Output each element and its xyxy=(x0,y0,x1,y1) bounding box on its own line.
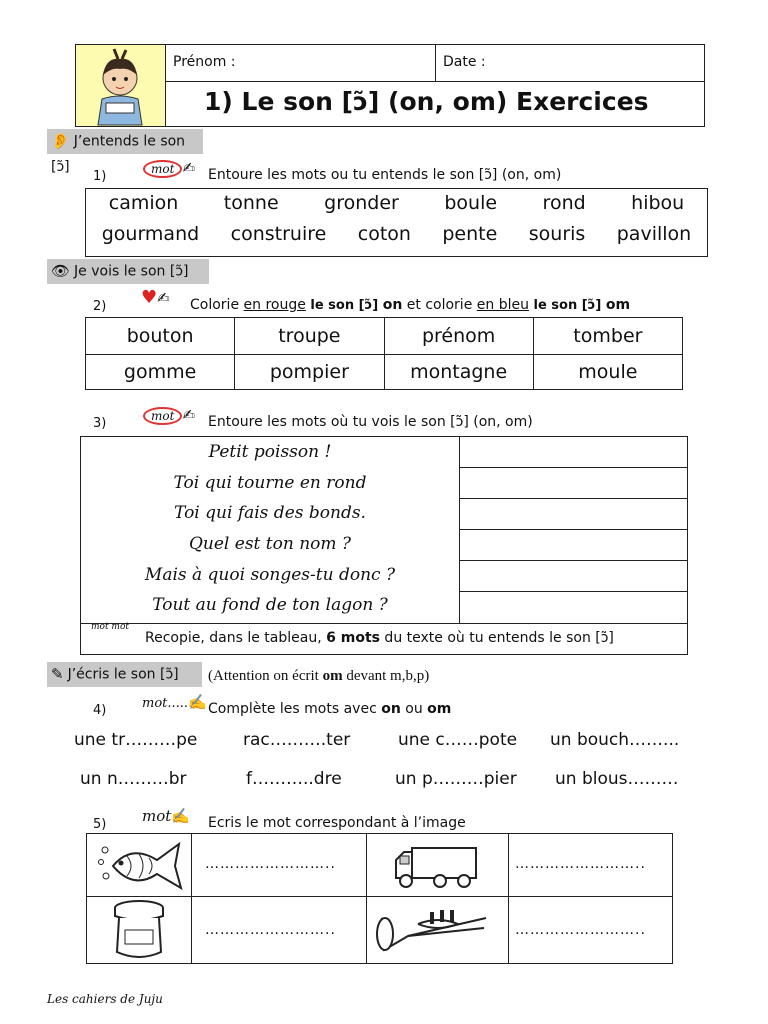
exercise-5-image-table xyxy=(86,833,673,964)
answer-cell[interactable] xyxy=(459,530,687,561)
poem-line: Mais à quoi songes-tu donc ? xyxy=(144,565,396,585)
fill-word[interactable]: rac……….ter xyxy=(243,730,351,750)
mot-dots-icon: mot.....✍ xyxy=(142,693,207,711)
date-label: Date : xyxy=(443,54,486,70)
pencil-icon: ✎ xyxy=(51,665,64,683)
fill-word[interactable]: un n………br xyxy=(80,769,187,789)
exercise-3-instruction: Entoure les mots où tu vois le son [ɔ̃] (on, om) xyxy=(208,414,533,430)
exercise-5-number: 5) xyxy=(93,817,107,832)
color-cell[interactable]: troupe xyxy=(235,318,384,355)
section-entends-title: J’entends le son [ɔ̃] xyxy=(51,133,186,175)
exercise-4-number: 4) xyxy=(93,703,107,718)
exercise-1-number: 1) xyxy=(93,169,107,184)
page-title: 1) Le son [ɔ̃] (on, om) Exercices xyxy=(204,87,649,116)
mot-circle-icon xyxy=(143,405,195,425)
section-ecris-title: J’écris le son [ɔ̃] xyxy=(67,666,179,683)
fish-image xyxy=(91,836,189,894)
poem-box xyxy=(80,436,688,655)
writing-hand-icon: ✍ xyxy=(182,159,196,177)
mot-oval-label: mot xyxy=(143,407,182,425)
ear-icon: 👂 xyxy=(51,132,70,150)
fill-word[interactable]: un bouch……... xyxy=(550,730,680,750)
fill-word[interactable]: un blous……… xyxy=(555,769,679,789)
color-cell[interactable]: pompier xyxy=(235,355,384,390)
recopie-instruction: Recopie, dans le tableau, 6 mots du texte où tu entends le son [ɔ̃] xyxy=(145,630,614,646)
color-cell[interactable]: tomber xyxy=(533,318,682,355)
word[interactable]: tonne xyxy=(223,192,279,214)
word[interactable]: hibou xyxy=(631,192,685,214)
exercise-2-color-table xyxy=(85,317,683,390)
word[interactable]: souris xyxy=(528,223,586,245)
section-ecris-header xyxy=(47,662,202,687)
answer-cell[interactable] xyxy=(459,437,687,468)
mot-oval-label: mot xyxy=(143,160,182,178)
attention-note: (Attention on écrit om devant m,b,p) xyxy=(208,668,430,684)
word[interactable]: gronder xyxy=(324,192,399,214)
heart-brush-icon: ♥✍ xyxy=(141,287,170,308)
mot-icon: mot✍ xyxy=(142,807,190,825)
mot-circle-icon xyxy=(143,158,195,178)
poem-line: Toi qui tourne en rond xyxy=(173,473,367,493)
answer-blank[interactable]: …………………….. xyxy=(205,922,336,938)
answer-blank[interactable]: …………………….. xyxy=(515,856,646,872)
fill-word[interactable]: une tr………pe xyxy=(74,730,198,750)
poem-line: Petit poisson ! xyxy=(208,442,332,462)
exercise-1-instruction: Entoure les mots ou tu entends le son [ɔ̃] (on, om) xyxy=(208,167,562,183)
exercise-4-instruction: Complète les mots avec on ou om xyxy=(208,701,452,717)
exercise-2-number: 2) xyxy=(93,299,107,314)
word[interactable]: pente xyxy=(442,223,498,245)
answer-cell[interactable] xyxy=(459,561,687,592)
writing-hand-icon: ✍ xyxy=(182,406,196,424)
header-box xyxy=(75,44,705,127)
color-cell[interactable]: bouton xyxy=(86,318,235,355)
section-vois-title: Je vois le son [ɔ̃] xyxy=(74,263,189,280)
jam-jar-image xyxy=(91,898,189,962)
color-cell[interactable]: gomme xyxy=(86,355,235,390)
color-cell[interactable]: prénom xyxy=(384,318,533,355)
answer-cell[interactable] xyxy=(459,592,687,623)
answer-blank[interactable]: …………………….. xyxy=(515,922,646,938)
color-cell[interactable]: montagne xyxy=(384,355,533,390)
color-cell[interactable]: moule xyxy=(533,355,682,390)
word[interactable]: coton xyxy=(357,223,411,245)
answer-blank[interactable]: …………………….. xyxy=(205,856,336,872)
eye-icon: 👁 xyxy=(51,262,71,280)
word[interactable]: camion xyxy=(108,192,179,214)
truck-image xyxy=(368,836,506,894)
word[interactable]: pavillon xyxy=(616,223,692,245)
exercise-3-number: 3) xyxy=(93,416,107,431)
poem-line: Quel est ton nom ? xyxy=(188,534,352,554)
answer-cell[interactable] xyxy=(459,468,687,499)
mot-mot-icon: mot mot xyxy=(91,622,129,632)
fill-word[interactable]: une c……pote xyxy=(398,730,518,750)
fill-word[interactable]: un p………pier xyxy=(395,769,517,789)
prenom-label: Prénom : xyxy=(173,54,236,70)
girl-illustration xyxy=(76,45,166,126)
answer-cell[interactable] xyxy=(459,499,687,530)
recopie-row xyxy=(81,623,687,654)
fill-word[interactable]: f………..dre xyxy=(246,769,342,789)
poem-line: Tout au fond de ton lagon ? xyxy=(152,595,388,615)
trumpet-image xyxy=(368,898,506,962)
exercise-5-instruction: Ecris le mot correspondant à l’image xyxy=(208,815,466,831)
section-vois-header xyxy=(47,259,209,284)
exercise-1-word-box xyxy=(85,188,708,257)
poem-line: Toi qui fais des bonds. xyxy=(174,503,366,523)
footer-credit: Les cahiers de Juju xyxy=(47,992,163,1006)
word[interactable]: construire xyxy=(230,223,327,245)
word[interactable]: boule xyxy=(444,192,498,214)
exercise-2-instruction: Colorie en rouge le son [ɔ̃] on et colorie en bleu le son [ɔ̃] om xyxy=(190,297,631,313)
word[interactable]: gourmand xyxy=(101,223,200,245)
word[interactable]: rond xyxy=(542,192,586,214)
poem-text xyxy=(81,437,460,623)
